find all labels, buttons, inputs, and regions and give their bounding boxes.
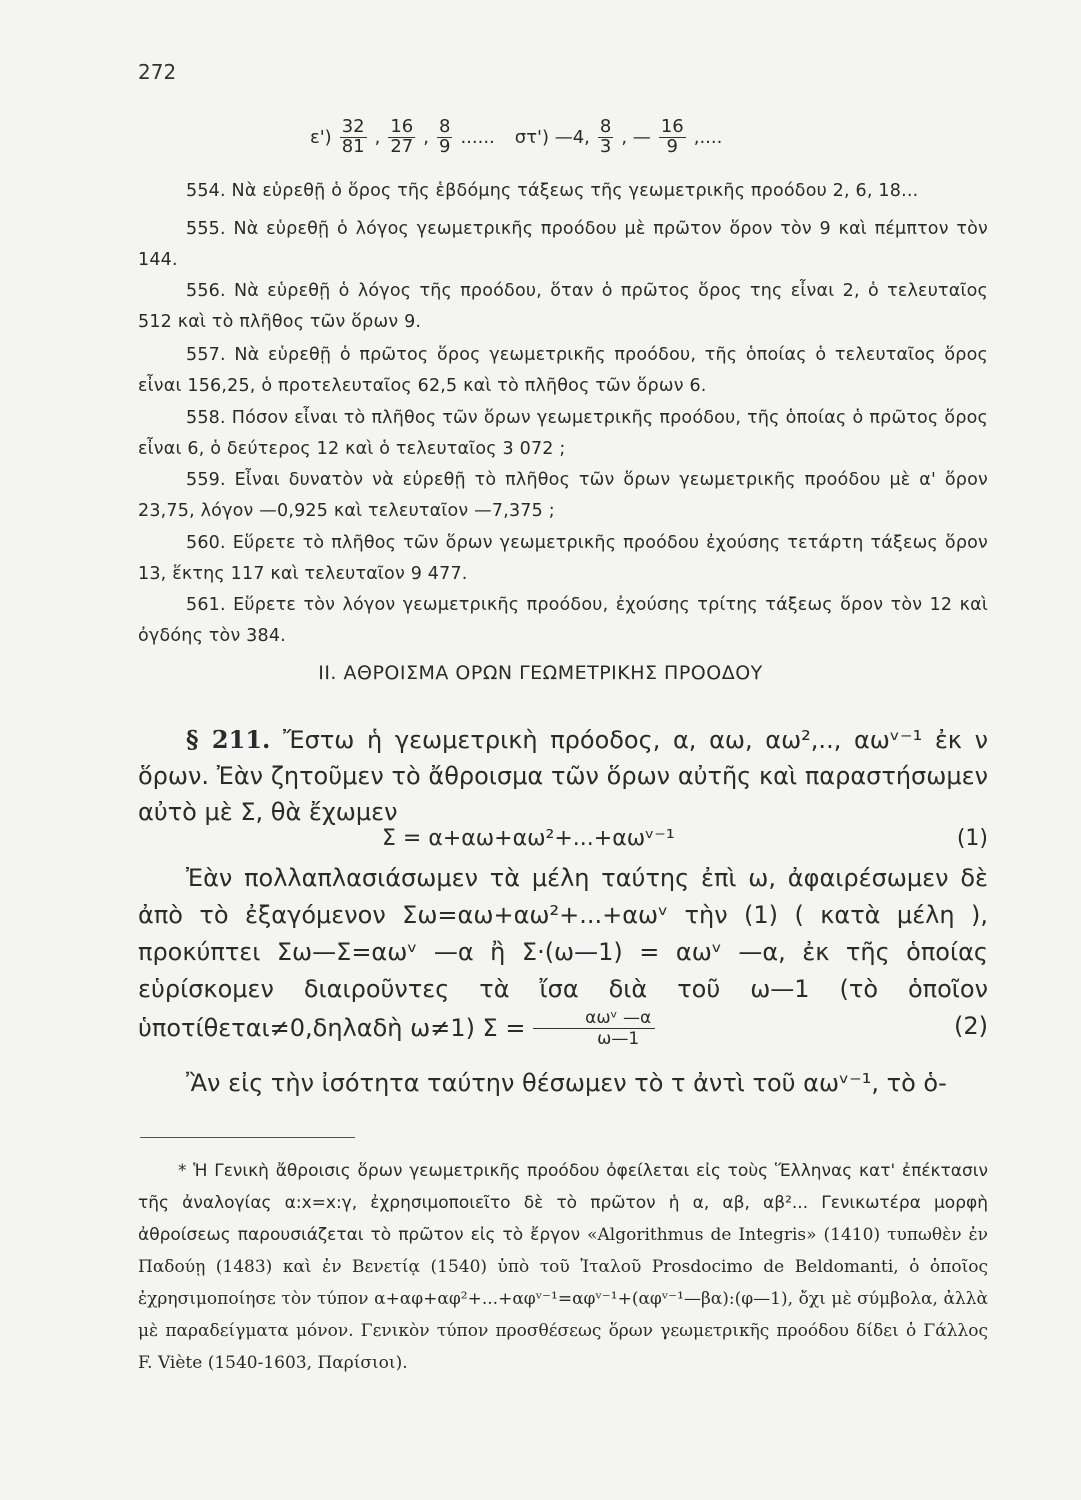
page-number: 272 [138,60,177,84]
section-211-continuation: Ἂν εἰς τὴν ἰσότητα ταύτην θέσωμεν τὸ τ ἀντὶ τοῦ αωᵛ⁻¹, τὸ ὁ- [186,1069,947,1097]
label-st: στ') —4, [514,126,590,148]
footnote: * Ἡ Γενικὴ ἄθροισις ὅρων γεωμετρικῆς προόδου ὀφείλεται εἰς τοὺς Ἕλληνας κατ' ἐπέκτασιν τῆς ἀναλογίας α:x=x:γ, ἐχρησιμοποιεῖτο δὲ τὸ πρῶτον ἡ α, αβ, αβ²... Γενικωτέρα μορφὴ ἀθροίσεως παρουσιάζεται τὸ πρῶτον εἰς τὸ ἔργον «Algorithmus de Integris» (1410) τυπωθὲν ἐν Παδούῃ (1483) καὶ ἐν Βενετίᾳ (1540) ὑπὸ τοῦ Ἰταλοῦ Prosdocimo de Beldomanti, ὁ ὁποῖος ἐχρησιμοποίησε τὸν τύπον α+αφ+αφ²+...+αφᵛ⁻¹=αφᵛ⁻¹+(αφᵛ⁻¹—βα):(φ—1), ὄχι μὲ σύμβολα, ἀλλὰ μὲ παραδείγματα μόνον. Γενικὸν τύπον προσθέσεως ὅρων γεωμετρικῆς προόδου δίδει ὁ Γάλλος F. Viète (1540-1603, Παρίσιοι). [138,1161,989,1373]
formula-1-tag: (1) [956,826,988,851]
fraction: $\frac{32}{81}$ [341,116,365,157]
exercise-559: 559. Εἶναι δυνατὸν νὰ εὑρεθῇ τὸ πλῆθος τῶν ὅρων γεωμετρικῆς προόδου μὲ α' ὅρον 23,75, λόγον —0,925 καὶ τελευταῖον —7,375 ; [138,470,988,521]
exercise-557: 557. Νὰ εὑρεθῇ ὁ πρῶτος ὅρος γεωμετρικῆς προόδου, τῆς ὁποίας ὁ τελευταῖος ὅρος εἶναι 156,25, ὁ προτελευταῖος 62,5 καὶ τὸ πλῆθος τῶν ὅρων 6. [138,345,988,396]
separator: , — [621,126,651,148]
exercise-561: 561. Εὕρετε τὸν λόγον γεωμετρικῆς προόδου, ἐχούσης τρίτης τάξεως ὅρον τὸν 12 καὶ ὀγδόης τὸν 384. [138,595,988,646]
section-211-intro: § 211. Ἔστω ἡ γεωμετρικὴ πρόοδος, α, αω, αω²,.., αωᵛ⁻¹ ἐκ ν ὅρων. Ἐὰν ζητοῦμεν τὸ ἄθροισμα τῶν ὅρων αὐτῆς καὶ παραστήσωμεν αὐτὸ μὲ Σ, θὰ ἔχωμεν [138,725,989,826]
label-e: ε') [310,126,332,148]
exercise-556: 556. Νὰ εὑρεθῇ ὁ λόγος τῆς προόδου, ὅταν ὁ πρῶτος ὅρος της εἶναι 2, ὁ τελευταῖος 512 καὶ τὸ πλῆθος τῶν ὅρων 9. [138,281,989,332]
exercise-560: 560. Εὕρετε τὸ πλῆθος τῶν ὅρων γεωμετρικῆς προόδου ἐχούσης τετάρτη τάξεως ὅρον 13, ἕκτης 117 καὶ τελευταῖον 9 477. [138,533,989,584]
section-heading: ΙΙ. ΑΘΡΟΙΣΜΑ ΟΡΩΝ ΓΕΩΜΕΤΡΙΚΗΣ ΠΡΟΟΔΟΥ [318,662,763,684]
exercise-554: 554. Νὰ εὑρεθῇ ὁ ὅρος τῆς ἑβδόμης τάξεως τῆς γεωμετρικῆς προόδου 2, 6, 18... [186,181,919,201]
fraction: $\frac{16}{27}$ [390,116,414,157]
fraction: $\frac{16}{9}$ [660,116,684,157]
ellipsis: ,.... [693,126,723,148]
fraction: $\frac{8}{9}$ [438,116,451,157]
fraction-exercise-line: ε') $\frac{32}{81}$ , $\frac{16}{27}$ , $\frac{8}{9}$ ...... στ') —4, $\frac{8}{3}$ , — $\frac{16}{9}$ ,.... [310,116,723,157]
exercise-558: 558. Πόσον εἶναι τὸ πλῆθος τῶν ὅρων γεωμετρικῆς προόδου, τῆς ὁποίας ὁ πρῶτος ὅρος εἶναι 6, ὁ δεύτερος 12 καὶ ὁ τελευταῖος 3 072 ; [138,408,989,459]
footnote-marker: * [178,1161,187,1181]
formula-2-fraction: αωᵛ —α ω—1 [533,1008,655,1050]
fraction: $\frac{8}{3}$ [599,116,612,157]
formula-1-expression: Σ = α+αω+αω²+...+αωᵛ⁻¹ [382,826,675,851]
exercise-555: 555. Νὰ εὑρεθῇ ὁ λόγος γεωμετρικῆς προόδου μὲ πρῶτον ὅρον τὸν 9 καὶ πέμπτον τὸν 144. [138,219,988,270]
section-sign: § 211. [186,725,271,754]
ellipsis: ...... [460,126,495,148]
footnote-divider [140,1137,355,1138]
section-211-derivation: Ἐὰν πολλαπλασιάσωμεν τὰ μέλη ταύτης ἐπὶ ω, ἀφαιρέσωμεν δὲ ἀπὸ τὸ ἐξαγόμενον Σω=αω+αω²+...+αωᵛ τὴν (1) ( κατὰ μέλη ), προκύπτει Σω—Σ=αωᵛ —α ἢ Σ·(ω—1) = αωᵛ —α, ἐκ τῆς ὁποίας εὑρίσκομεν διαιροῦντες τὰ ἴσα διὰ τοῦ ω—1 (τὸ ὁποῖον ὑποτίθεται≠0,δηλαδὴ ω≠1) Σ = αωᵛ —α ω—1 (2) [138,864,988,1050]
formula-2-tag: (2) [954,1012,988,1040]
